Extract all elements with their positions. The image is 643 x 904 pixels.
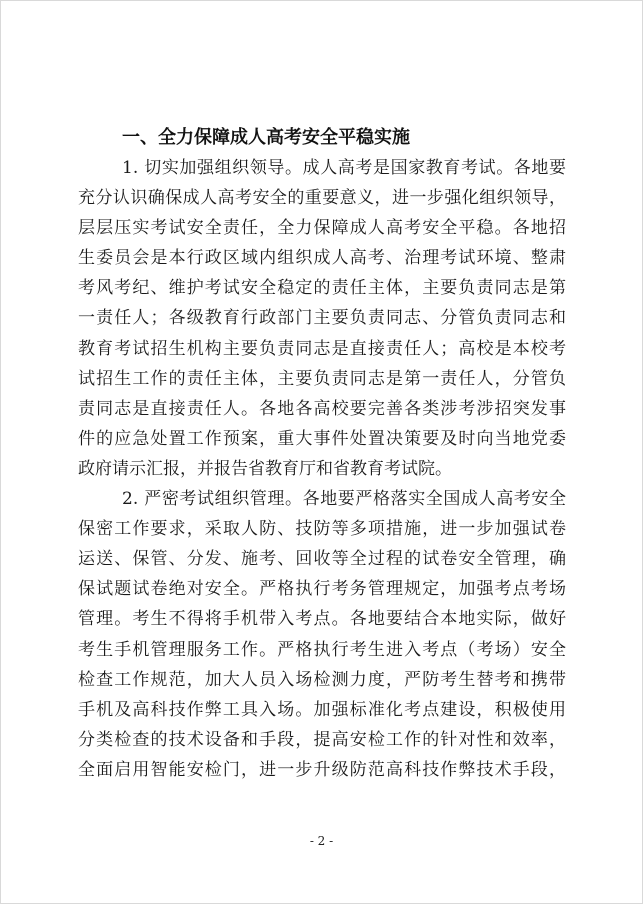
paragraph-line: 保试题试卷绝对安全。严格执行考务管理规定，加强考点考场	[78, 579, 566, 600]
paragraph-line: 政府请示汇报，并报告省教育厅和省教育考试院。	[78, 458, 452, 479]
paragraph-line: 考生手机管理服务工作。严格执行考生进入考点（考场）安全	[78, 639, 566, 660]
paragraph-line: 分类检查的技术设备和手段，提高安检工作的针对性和效率，	[78, 729, 566, 750]
paragraph-line: 试招生工作的责任主体，主要负责同志是第一责任人，分管负	[78, 368, 566, 389]
paragraph-line: 充分认识确保成人高考安全的重要意义，进一步强化组织领导，	[78, 188, 566, 209]
paragraph-line: 1. 切实加强组织领导。成人高考是国家教育考试。各地要	[122, 158, 566, 178]
paragraph-line: 层层压实考试安全责任，全力保障成人高考安全平稳。各地招	[78, 218, 566, 239]
paragraph-line: 管理。考生不得将手机带入考点。各地要结合本地实际，做好	[78, 609, 566, 630]
paragraph-line: 考风考纪、维护考试安全稳定的责任主体，主要负责同志是第	[78, 278, 566, 299]
paragraph-line: 教育考试招生机构主要负责同志是直接责任人；高校是本校考	[78, 338, 566, 359]
paragraph-1	[78, 153, 566, 484]
section-heading: 一、全力保障成人高考安全平稳实施	[122, 127, 410, 148]
paragraph-line: 检查工作规范，加大人员入场检测力度，严防考生替考和携带	[78, 669, 566, 690]
paragraph-line: 责同志是直接责任人。各地各高校要完善各类涉考涉招突发事	[78, 398, 566, 419]
paragraph-2	[78, 484, 566, 785]
paragraph-line: 全面启用智能安检门，进一步升级防范高科技作弊技术手段，	[78, 759, 566, 780]
paragraph-line: 运送、保管、分发、施考、回收等全过程的试卷安全管理，确	[78, 549, 566, 570]
paragraph-line: 一责任人；各级教育行政部门主要负责同志、分管负责同志和	[78, 308, 566, 329]
paragraph-line: 2. 严密考试组织管理。各地要严格落实全国成人高考安全	[122, 489, 566, 510]
paragraph-line: 件的应急处置工作预案，重大事件处置决策要及时向当地党委	[78, 428, 566, 449]
paragraph-line: 保密工作要求，采取人防、技防等多项措施，进一步加强试卷	[78, 519, 566, 540]
document-body	[78, 123, 566, 785]
page-number: - 2 -	[309, 834, 334, 848]
paragraph-line: 手机及高科技作弊工具入场。加强标准化考点建设，积极使用	[78, 699, 566, 720]
paragraph-line: 生委员会是本行政区域内组织成人高考、治理考试环境、整肃	[78, 248, 566, 269]
